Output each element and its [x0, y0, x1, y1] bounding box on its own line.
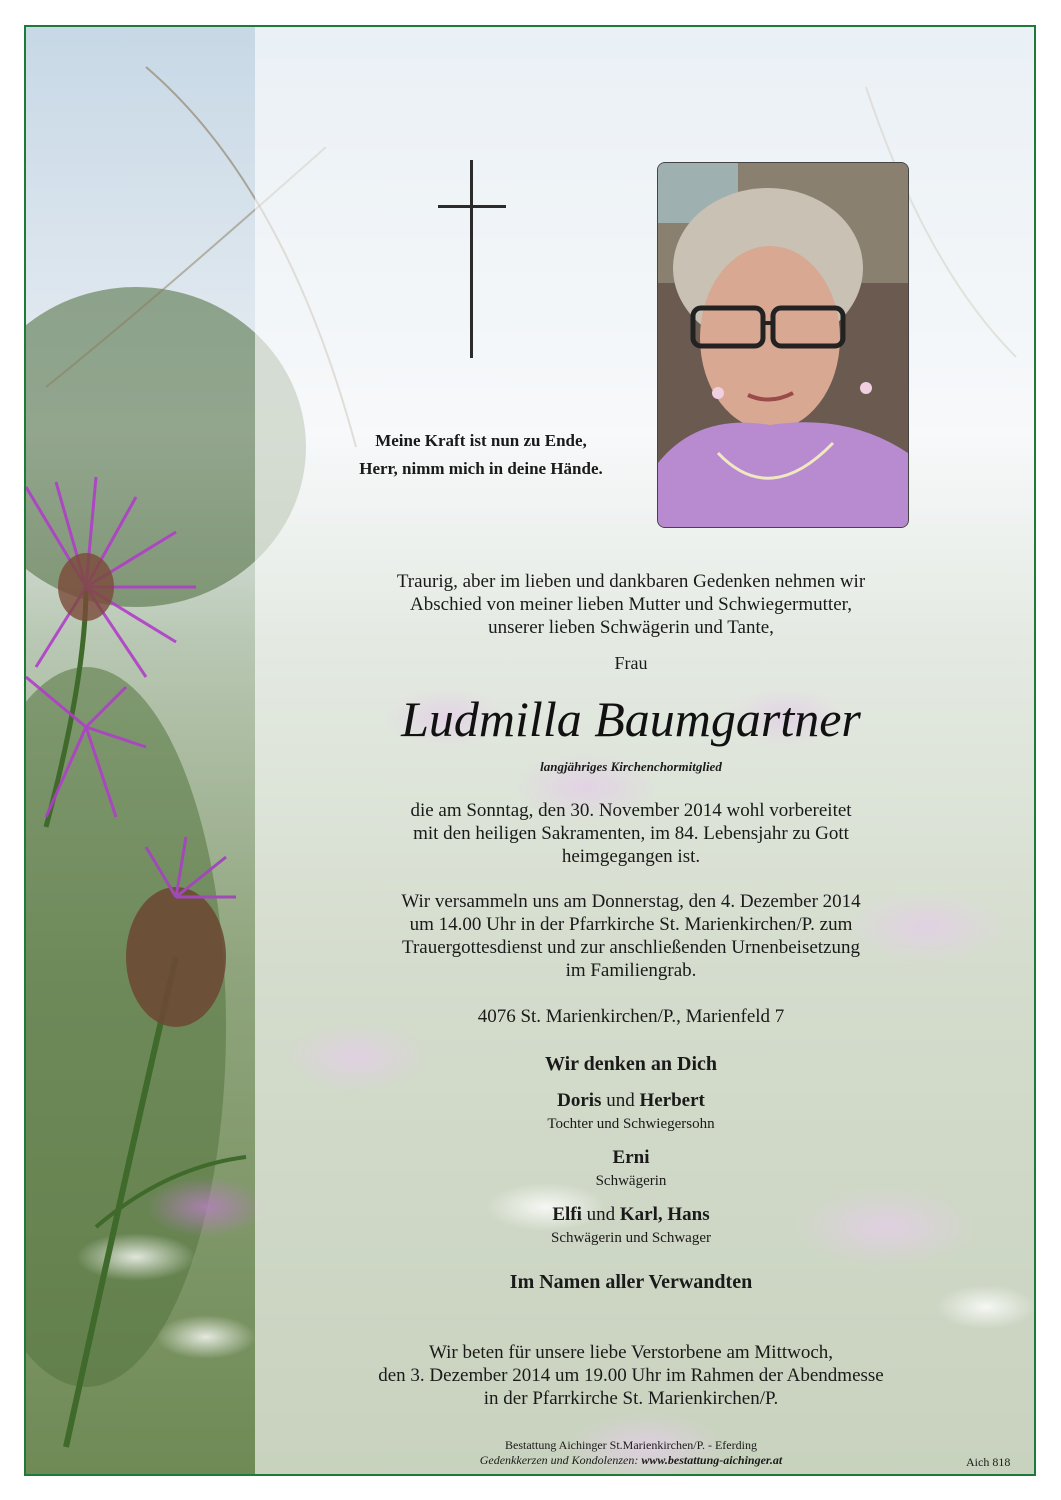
mourner-name	[426, 1147, 836, 1169]
verse-line: Meine Kraft ist nun zu Ende,	[375, 431, 587, 450]
service-text	[326, 890, 936, 982]
notice-frame	[24, 25, 1036, 1476]
mourner-name	[426, 1090, 836, 1112]
prayer-line: in der Pfarrkirche St. Marienkirchen/P.	[483, 1388, 779, 1409]
death-line: die am Sonntag, den 30. November 2014 wohl vorbereitet	[410, 800, 852, 821]
mourner-second: Karl, Hans	[619, 1204, 710, 1225]
prayer-line: den 3. Dezember 2014 um 19.00 Uhr im Rahmen der Abendmesse	[378, 1365, 884, 1386]
notice-code: Aich 818	[966, 1455, 1011, 1469]
mourner-joiner: und	[606, 1090, 635, 1111]
intro-text	[326, 570, 936, 639]
closing-line: Im Namen aller Verwandten	[509, 1271, 753, 1293]
verse-line: Herr, nimm mich in deine Hände.	[359, 459, 603, 478]
intro-line: Abschied von meiner lieben Mutter und Schwiegermutter,	[410, 594, 852, 615]
mourner-name	[426, 1204, 836, 1226]
mourner-first: Doris	[557, 1090, 602, 1111]
death-text	[326, 799, 936, 868]
mourner-relation: Schwägerin und Schwager	[551, 1230, 711, 1246]
mourner-joiner: und	[586, 1204, 616, 1225]
address: 4076 St. Marienkirchen/P., Marienfeld 7	[477, 1006, 785, 1027]
mourner-second: Herbert	[639, 1090, 705, 1111]
service-line: im Familiengrab.	[565, 960, 697, 981]
service-line: Trauergottesdienst und zur anschließenden Urnenbeisetzung	[402, 937, 860, 958]
service-line: um 14.00 Uhr in der Pfarrkirche St. Marienkirchen/P. zum	[409, 914, 853, 935]
footer-condolences	[356, 1453, 906, 1468]
intro-line: unserer lieben Schwägerin und Tante,	[488, 617, 774, 638]
intro-line: Traurig, aber im lieben und dankbaren Gedenken nehmen wir	[396, 571, 866, 592]
footer-company: Bestattung Aichinger St.Marienkirchen/P. - Eferding	[505, 1438, 757, 1452]
portrait-photo	[657, 162, 909, 528]
verse	[326, 427, 636, 483]
mourner-first: Elfi	[552, 1204, 582, 1225]
mourners-heading: Wir denken an Dich	[544, 1053, 718, 1075]
website-link[interactable]: www.bestattung-aichinger.at	[641, 1453, 783, 1467]
deceased-role: langjähriges Kirchenchormitglied	[540, 759, 722, 774]
deceased-name: Ludmilla Baumgartner	[401, 691, 861, 747]
service-line: Wir versammeln uns am Donnerstag, den 4. Dezember 2014	[401, 891, 861, 912]
salutation: Frau	[614, 653, 648, 673]
mourner-relation: Tochter und Schwiegersohn	[547, 1116, 715, 1132]
portrait-image	[658, 163, 908, 527]
prayer-line: Wir beten für unsere liebe Verstorbene am Mittwoch,	[428, 1342, 834, 1363]
translucent-text-panel	[255, 27, 1036, 1476]
mourner-first: Erni	[612, 1147, 650, 1168]
death-line: heimgegangen ist.	[561, 846, 701, 867]
mourner-relation: Schwägerin	[595, 1173, 667, 1189]
cross-icon	[438, 160, 506, 360]
death-line: mit den heiligen Sakramenten, im 84. Lebensjahr zu Gott	[413, 823, 849, 844]
condolence-label: Gedenkkerzen und Kondolenzen:	[479, 1453, 639, 1467]
prayer-text	[326, 1341, 936, 1410]
